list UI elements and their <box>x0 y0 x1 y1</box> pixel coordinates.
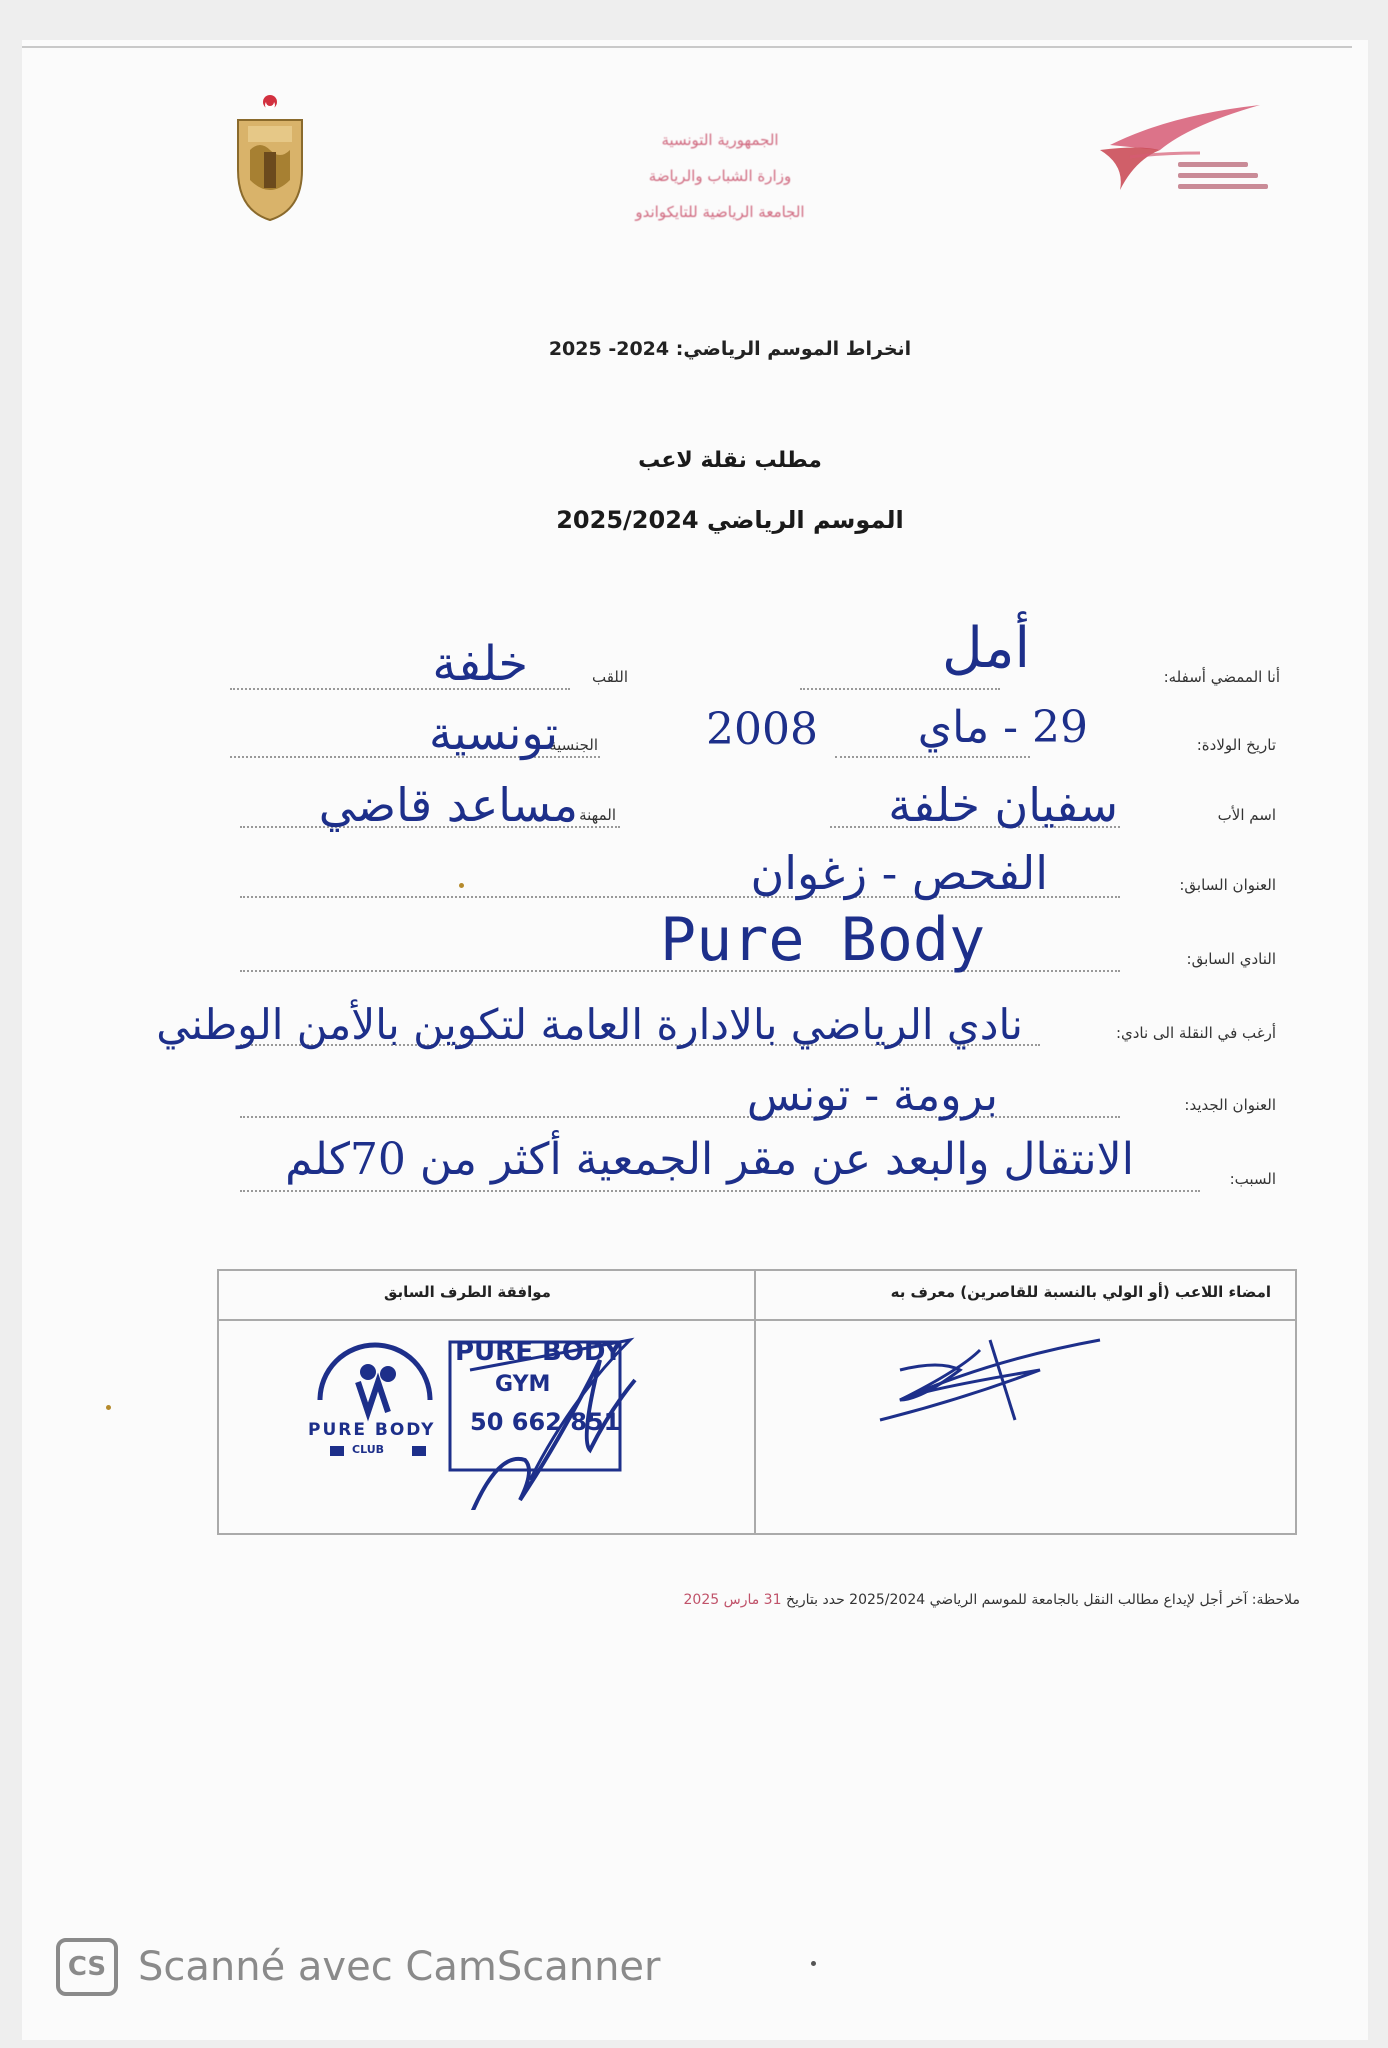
form-subtitle: الموسم الرياضي 2025/2024 <box>556 506 904 534</box>
label-old-club: النادي السابق: <box>1186 950 1276 968</box>
deadline-note <box>400 1592 1300 1608</box>
stamp-phone: 50 662 851 <box>470 1408 621 1436</box>
deadline-note-text: ملاحظة: آخر أجل لإيداع مطالب النقل بالجامعة للموسم الرياضي 2025/2024 حدد بتاريخ <box>785 1592 1300 1608</box>
table-divider <box>754 1271 756 1533</box>
label-nationality: الجنسية <box>549 736 598 754</box>
label-new-address: العنوان الجديد: <box>1184 1096 1276 1114</box>
form-title: مطلب نقلة لاعب <box>638 448 822 473</box>
republic-name: الجمهورية التونسية <box>661 131 779 149</box>
speck <box>459 883 464 888</box>
stamp-name: PURE BODY <box>455 1337 623 1367</box>
speck <box>106 1405 111 1410</box>
dotted-line <box>835 756 1030 758</box>
header-previous-club-approval: موافقة الطرف السابق <box>384 1283 551 1301</box>
label-new-club: أرغب في النقلة الى نادي: <box>1115 1024 1276 1042</box>
deadline-note-date: 31 مارس 2025 <box>683 1592 782 1608</box>
label-signed: أنا الممضي أسفله: <box>1163 668 1280 686</box>
value-profession: مساعد قاضي <box>318 778 578 832</box>
speck <box>811 1961 816 1966</box>
value-surname: خلفة <box>432 636 528 692</box>
season-line: انخراط الموسم الرياضي: 2024- 2025 <box>548 338 912 360</box>
value-old-club: Pure Body <box>660 905 986 975</box>
value-old-address: الفحص - زغوان <box>750 846 1048 900</box>
tunisia-emblem-icon <box>230 92 310 222</box>
label-profession: المهنة <box>579 806 616 824</box>
dotted-line <box>800 688 1000 690</box>
stamp-logo-sub: CLUB <box>352 1443 385 1456</box>
value-father: سفيان خلفة <box>888 778 1118 832</box>
value-new-club: نادي الرياضي بالادارة العامة لتكوين بالأمن الوطني <box>156 1000 1023 1049</box>
federation-logo-text <box>1178 162 1268 195</box>
value-reason: الانتقال والبعد عن مقر الجمعية أكثر من 70كلم <box>285 1134 1134 1185</box>
header-player-signature: امضاء اللاعب (أو الولي بالنسبة للقاصرين) معرف به <box>890 1283 1271 1301</box>
label-surname: اللقب <box>591 668 628 686</box>
label-father: اسم الأب <box>1217 806 1276 824</box>
value-first-name: أمل <box>942 616 1030 681</box>
stamp-gym: GYM <box>495 1372 551 1397</box>
stamp-logo-text: PURE BODY <box>308 1420 436 1440</box>
camscanner-logo-icon: CS <box>56 1938 118 1996</box>
label-old-address: العنوان السابق: <box>1179 876 1276 894</box>
value-nationality: تونسية <box>429 706 558 760</box>
page-top-border <box>22 46 1352 48</box>
header-block <box>560 122 880 230</box>
dotted-line <box>240 1190 1200 1192</box>
federation-name: الجامعة الرياضية للتايكواندو <box>635 203 805 221</box>
player-signature-icon <box>870 1330 1110 1440</box>
camscanner-watermark: Scanné avec CamScanner <box>138 1944 661 1990</box>
label-birthdate: تاريخ الولادة: <box>1196 736 1276 754</box>
value-birth-year: 2008 <box>706 704 818 755</box>
federation-logo-icon <box>1090 105 1290 215</box>
label-reason: السبب: <box>1229 1170 1276 1188</box>
ministry-name: وزارة الشباب والرياضة <box>648 167 792 185</box>
value-birthdate: 29 - ماي <box>917 702 1088 753</box>
value-new-address: برومة - تونس <box>746 1070 998 1121</box>
